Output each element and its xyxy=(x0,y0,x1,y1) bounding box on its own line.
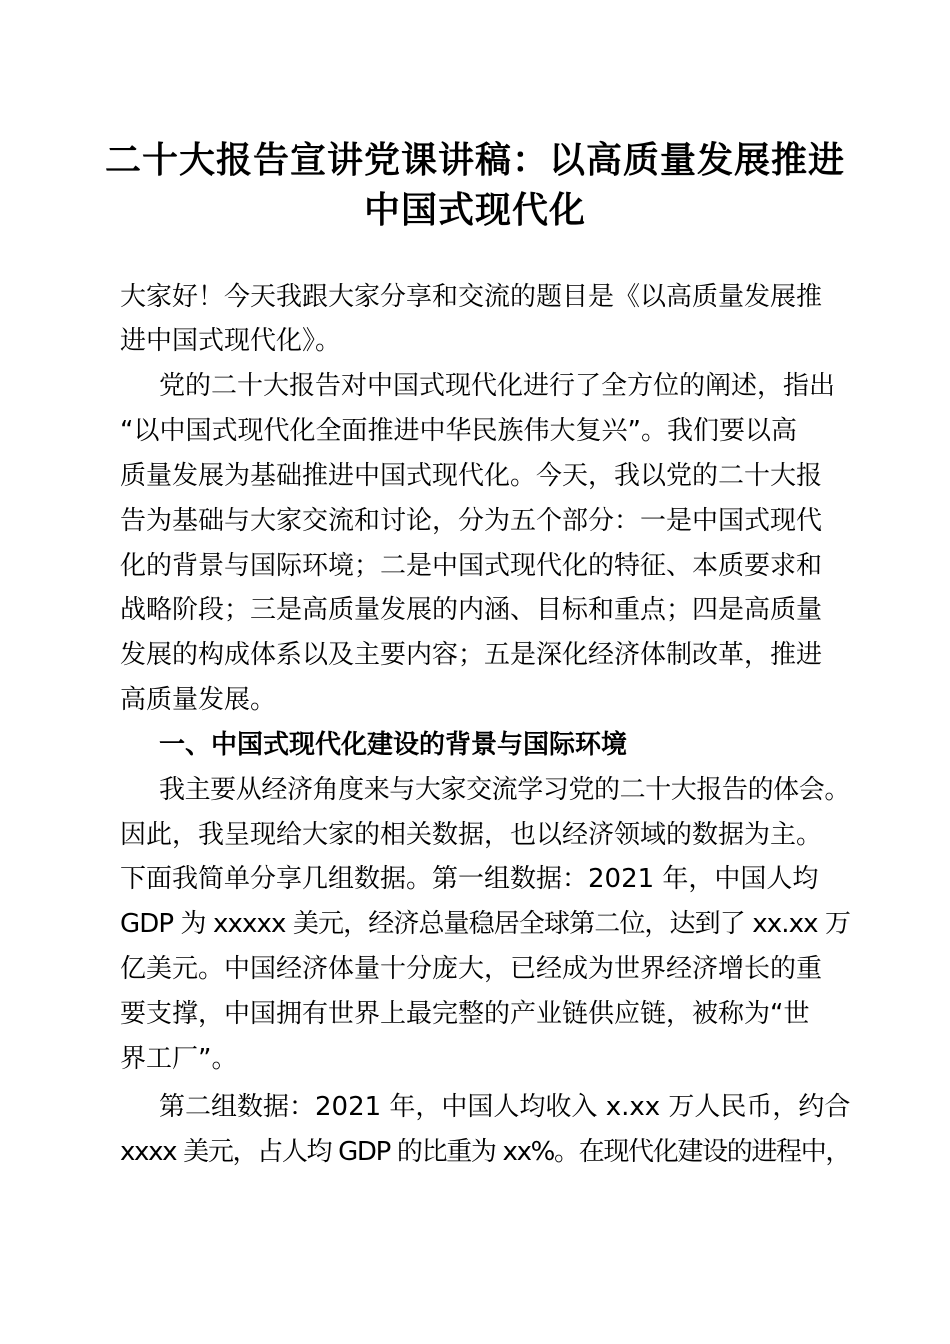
body-line: 亿美元。中国经济体量十分庞大，已经成为世界经济增长的重 xyxy=(120,954,823,984)
body-line: 高质量发展。 xyxy=(120,685,277,715)
document-title-line-2: 中国式现代化 xyxy=(363,189,586,231)
body-line: xxxx 美元，占人均 GDP 的比重为 xx%。在现代化建设的进程中， xyxy=(120,1137,851,1167)
body-line: 战略阶段；三是高质量发展的内涵、目标和重点；四是高质量 xyxy=(120,595,823,625)
body-line: 因此，我呈现给大家的相关数据，也以经济领域的数据为主。 xyxy=(120,820,823,850)
body-line: 下面我简单分享几组数据。第一组数据：2021 年，中国人均 xyxy=(120,864,819,894)
body-line: 发展的构成体系以及主要内容；五是深化经济体制改革，推进 xyxy=(120,640,823,670)
body-line: 化的背景与国际环境；二是中国式现代化的特征、本质要求和 xyxy=(120,551,823,581)
body-line: 党的二十大报告对中国式现代化进行了全方位的阐述，指出 xyxy=(159,371,836,401)
body-line: GDP 为 xxxxx 美元，经济总量稳居全球第二位，达到了 xx.xx 万 xyxy=(120,909,851,939)
body-line: “以中国式现代化全面推进中华民族伟大复兴”。我们要以高 xyxy=(120,416,797,446)
body-line: 质量发展为基础推进中国式现代化。今天，我以党的二十大报 xyxy=(120,461,823,491)
body-line: 要支撑，中国拥有世界上最完整的产业链供应链，被称为“世 xyxy=(120,999,810,1029)
body-line: 进中国式现代化》。 xyxy=(120,326,342,356)
document-title-line-1: 二十大报告宣讲党课讲稿：以高质量发展推进 xyxy=(104,139,845,181)
body-line: 告为基础与大家交流和讨论，分为五个部分：一是中国式现代 xyxy=(120,506,823,536)
body-line: 我主要从经济角度来与大家交流学习党的二十大报告的体会。 xyxy=(159,775,850,805)
section-heading: 一、中国式现代化建设的背景与国际环境 xyxy=(159,730,628,760)
body-line: 第二组数据：2021 年，中国人均收入 x.xx 万人民币，约合 xyxy=(159,1092,851,1122)
body-line: 界工厂”。 xyxy=(120,1044,238,1074)
body-line: 大家好！今天我跟大家分享和交流的题目是《以高质量发展推 xyxy=(120,282,823,312)
